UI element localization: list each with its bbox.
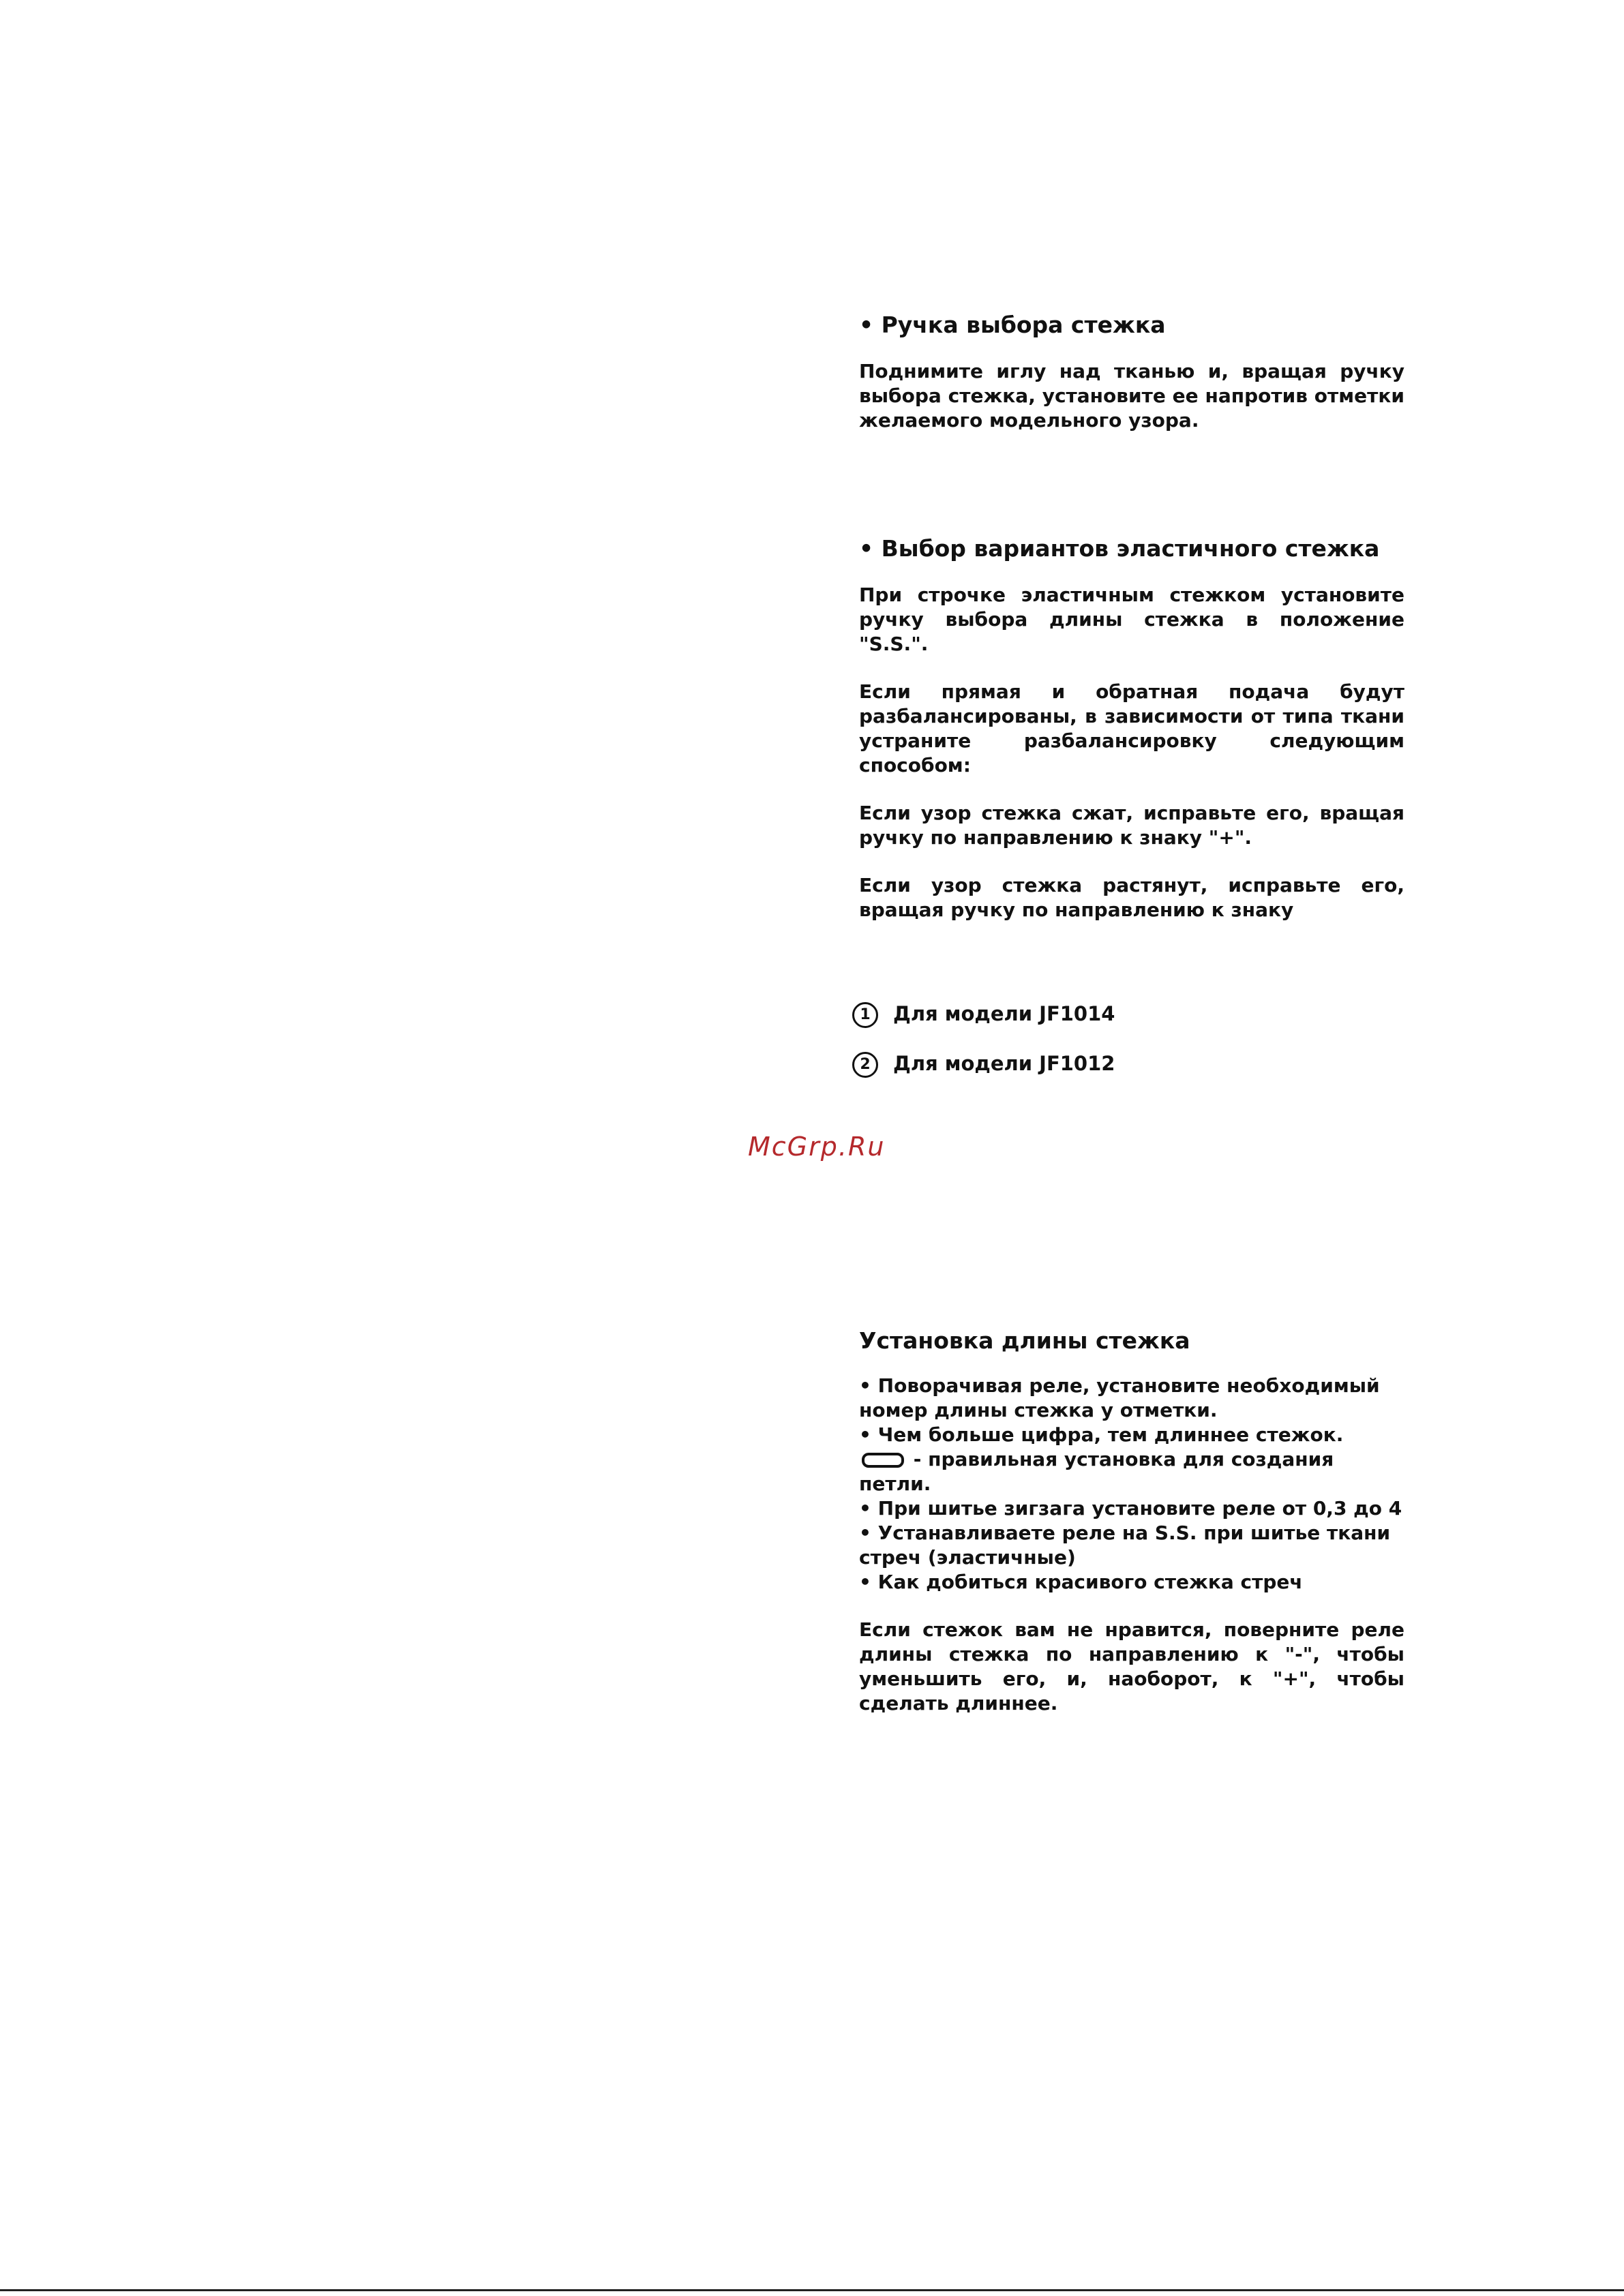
paragraph-stitch-selector: Поднимите иглу над тканью и, вращая ручку выбора стежка, установите ее напротив отметки желаемого модельного узора. bbox=[859, 360, 1404, 432]
circled-number-1: 1 bbox=[852, 1002, 878, 1028]
list-item: • Как добиться красивого стежка стреч bbox=[859, 1571, 1303, 1593]
list-item: • Устанавливаете реле на S.S. при шитье ткани стреч (эластичные) bbox=[859, 1522, 1391, 1569]
list-item: • При шитье зигзага установите реле от 0,3 до 4 bbox=[859, 1497, 1402, 1520]
paragraph-stitch-length-end: Если стежок вам не нравится, поверните реле длины стежка по направлению к "-", чтобы уменьшить его, и, наоборот, к "+", чтобы сделать длиннее. bbox=[859, 1618, 1404, 1715]
loop-setting-text: - правильная установка для создания петли. bbox=[859, 1448, 1334, 1495]
list-item-loop bbox=[859, 1447, 1404, 1496]
loop-stitch-icon bbox=[862, 1453, 904, 1468]
circled-number-2: 2 bbox=[852, 1052, 878, 1078]
paragraph-elastic-4: Если узор стежка растянут, исправьте его, вращая ручку по направлению к знаку bbox=[859, 874, 1404, 921]
model-label-2: Для модели JF1012 bbox=[893, 1052, 1115, 1075]
bottom-rule bbox=[0, 2289, 1624, 2291]
section-stitch-length bbox=[859, 1326, 1404, 1716]
heading-stitch-selector: • Ручка выбора стежка bbox=[859, 312, 1166, 338]
stitch-length-list bbox=[859, 1374, 1404, 1595]
paragraph-elastic-2: Если прямая и обратная подача будут разбалансированы, в зависимости от типа ткани устраните разбалансировку следующим способом: bbox=[859, 680, 1404, 776]
model-label-1: Для модели JF1014 bbox=[893, 1002, 1115, 1025]
section-elastic-stitch bbox=[859, 534, 1404, 922]
model-line-2 bbox=[852, 1052, 1115, 1078]
model-line-1 bbox=[852, 1002, 1115, 1028]
paragraph-elastic-3: Если узор стежка сжат, исправьте его, вращая ручку по направлению к знаку "+". bbox=[859, 802, 1404, 849]
heading-stitch-length: Установка длины стежка bbox=[859, 1327, 1190, 1354]
list-item: • Поворачивая реле, установите необходимый номер длины стежка у отметки. bbox=[859, 1374, 1380, 1421]
section-stitch-selector bbox=[859, 310, 1404, 433]
heading-elastic-stitch: • Выбор вариантов эластичного стежка bbox=[859, 535, 1380, 562]
paragraph-elastic-1: При строчке эластичным стежком установите ручку выбора длины стежка в положение "S.S.". bbox=[859, 584, 1404, 655]
watermark: McGrp.Ru bbox=[748, 1132, 886, 1162]
list-item: • Чем больше цифра, тем длиннее стежок. bbox=[859, 1423, 1344, 1446]
